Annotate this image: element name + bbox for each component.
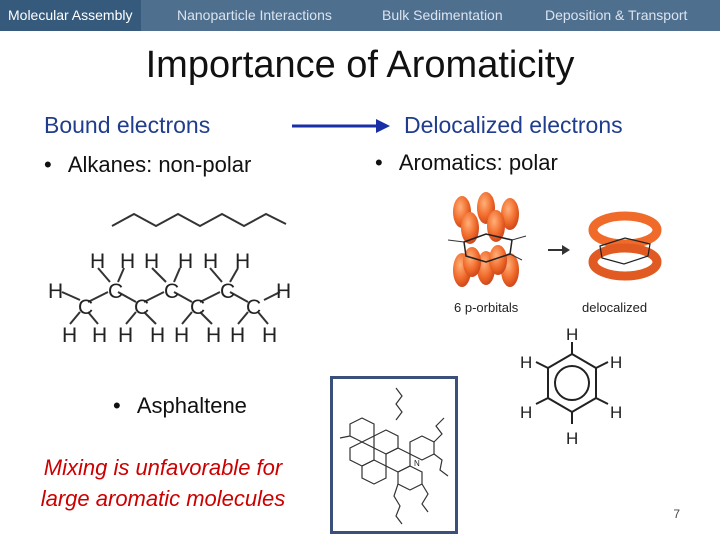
atom-h: H [120, 250, 136, 273]
note-line-2: large aromatic molecules [40, 486, 286, 511]
atom-h: H [566, 326, 579, 344]
alkane-zigzag [110, 208, 290, 238]
atom-h: H [92, 324, 108, 347]
atom-h: H [235, 250, 251, 273]
atom-h: H [230, 324, 246, 347]
bullet-alkanes: • Alkanes: non-polar [44, 152, 252, 177]
benzene-structure [510, 326, 630, 448]
p-orbitals-diagram [440, 190, 670, 315]
bullet-alkanes-text: Alkanes: non-polar [67, 152, 252, 177]
atom-h: H [206, 324, 222, 347]
atom-h: H [48, 280, 64, 303]
atom-h: H [150, 324, 166, 347]
delocalized-label: delocalized [582, 300, 648, 315]
bullet-asphaltene: • Asphaltene [113, 393, 247, 418]
atom-h: H [520, 403, 533, 422]
bullet-asphaltene-text: Asphaltene [136, 393, 247, 418]
tab-molecular-assembly[interactable]: Molecular Assembly [0, 0, 141, 31]
tab-nanoparticle-interactions[interactable]: Nanoparticle Interactions [177, 7, 332, 23]
asphaltene-structure [330, 376, 458, 534]
atom-h: H [262, 324, 278, 347]
atom-h: H [276, 280, 292, 303]
atom-h: H [566, 429, 579, 448]
atom-c: C [78, 296, 94, 319]
atom-h: H [610, 353, 623, 372]
atom-h: H [118, 324, 134, 347]
atom-h: H [520, 353, 533, 372]
atom-h: H [203, 250, 219, 273]
orbital-label: 6 p-orbitals [454, 300, 519, 315]
delocalized-electrons-heading: Delocalized electrons [404, 112, 623, 138]
bullet-aromatics-text: Aromatics: polar [398, 150, 558, 175]
atom-h: H [174, 324, 190, 347]
atom-n: N [414, 459, 420, 468]
tab-bulk-sedimentation[interactable]: Bulk Sedimentation [382, 7, 503, 23]
atom-h: H [178, 250, 194, 273]
note-text [10, 452, 316, 514]
atom-c: C [164, 280, 180, 303]
right-arrow-icon [292, 116, 392, 136]
page-number: 7 [673, 507, 680, 521]
top-nav-bar [0, 0, 720, 31]
atom-h: H [610, 403, 623, 422]
tab-deposition-transport[interactable]: Deposition & Transport [545, 7, 688, 23]
atom-c: C [246, 296, 262, 319]
atom-c: C [220, 280, 236, 303]
atom-h: H [90, 250, 106, 273]
atom-h: H [62, 324, 78, 347]
atom-h: H [144, 250, 160, 273]
atom-c: C [108, 280, 124, 303]
note-line-1: Mixing is unfavorable for [43, 455, 283, 480]
slide-title: Importance of Aromaticity [145, 44, 575, 86]
bullet-aromatics: • Aromatics: polar [375, 150, 558, 175]
alkane-structure [40, 240, 310, 350]
atom-c: C [190, 296, 206, 319]
atom-c: C [134, 296, 150, 319]
bound-electrons-heading: Bound electrons [44, 112, 211, 138]
